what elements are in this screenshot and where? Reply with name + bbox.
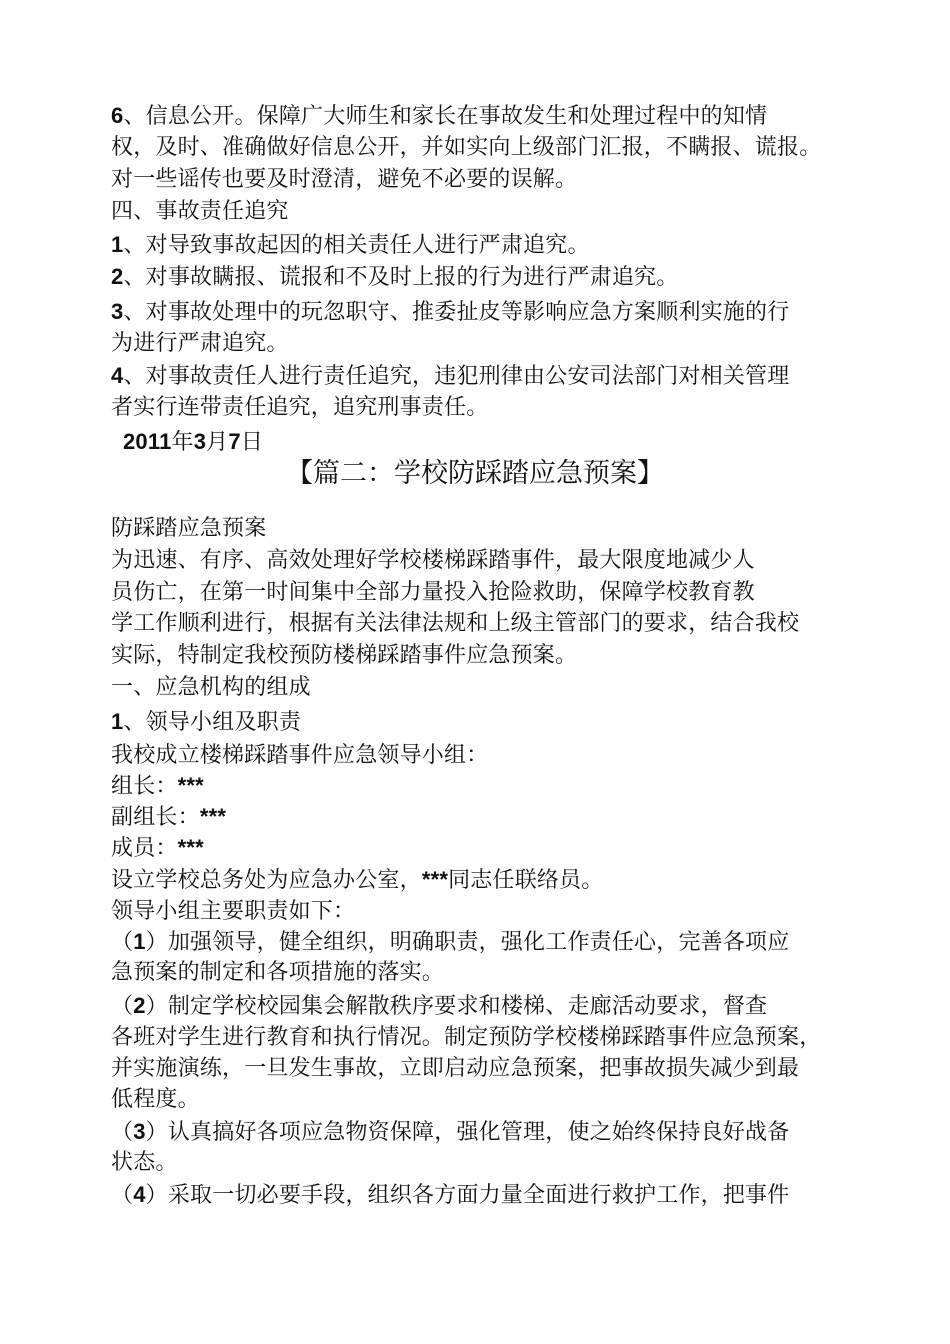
text-line: （1）加强领导，健全组织，明确职责，强化工作责任心，完善各项应: [111, 929, 790, 955]
document-date: 2011年3月7日: [123, 429, 264, 455]
subsection-heading: 1、领导小组及职责: [111, 709, 302, 735]
text-line: 防踩踏应急预案: [111, 516, 267, 541]
section-heading: 一、应急机构的组成: [111, 675, 311, 700]
text-line: 设立学校总务处为应急办公室，***同志任联络员。: [111, 867, 604, 893]
text-line: 权，及时、准确做好信息公开，并如实向上级部门汇报，不瞒报、谎报。: [111, 135, 822, 160]
text-line: （3）认真搞好各项应急物资保障，强化管理，使之始终保持良好战备: [111, 1119, 790, 1145]
text-line: 对一些谣传也要及时澄清，避免不必要的误解。: [111, 167, 578, 192]
text-line: 学工作顺利进行，根据有关法律法规和上级主管部门的要求，结合我校: [111, 611, 800, 636]
text-line: 领导小组主要职责如下：: [111, 899, 356, 924]
text-line: 并实施演练，一旦发生事故，立即启动应急预案，把事故损失减少到最: [111, 1056, 800, 1081]
text-line: 者实行连带责任追究，追究刑事责任。: [111, 395, 489, 420]
text-line: 副组长：***: [111, 804, 227, 830]
text-line: 状态。: [111, 1150, 178, 1175]
text-line: 实际，特制定我校预防楼梯踩踏事件应急预案。: [111, 643, 578, 668]
text-line: 成员：***: [111, 835, 204, 861]
text-line: 员伤亡，在第一时间集中全部力量投入抢险救助，保障学校教育教: [111, 580, 755, 605]
text-line: 低程度。: [111, 1087, 200, 1112]
text-line: 为进行严肃追究。: [111, 331, 289, 356]
text-line: 为迅速、有序、高效处理好学校楼梯踩踏事件，最大限度地减少人: [111, 548, 755, 573]
text-line: 3、对事故处理中的玩忽职守、推委扯皮等影响应急方案顺利实施的行: [111, 299, 790, 325]
section-heading: 四、事故责任追究: [111, 199, 289, 224]
text-line: 我校成立楼梯踩踏事件应急领导小组：: [111, 743, 489, 768]
text-line: （2）制定学校校园集会解散秩序要求和楼梯、走廊活动要求，督查: [111, 993, 768, 1019]
text-line: 6、信息公开。保障广大师生和家长在事故发生和处理过程中的知情: [111, 103, 768, 129]
text-line: 各班对学生进行教育和执行情况。制定预防学校楼梯踩踏事件应急预案，: [111, 1025, 822, 1050]
text-line: 4、对事故责任人进行责任追究，违犯刑律由公安司法部门对相关管理: [111, 363, 790, 389]
text-line: 2、对事故瞒报、谎报和不及时上报的行为进行严肃追究。: [111, 264, 679, 290]
text-line: 组长：***: [111, 773, 204, 799]
text-line: 1、对导致事故起因的相关责任人进行严肃追究。: [111, 232, 590, 258]
text-line: （4）采取一切必要手段，组织各方面力量全面进行救护工作，把事件: [111, 1182, 790, 1208]
text-line: 急预案的制定和各项措施的落实。: [111, 960, 445, 985]
section-title: 【篇二：学校防踩踏应急预案】: [286, 458, 664, 489]
